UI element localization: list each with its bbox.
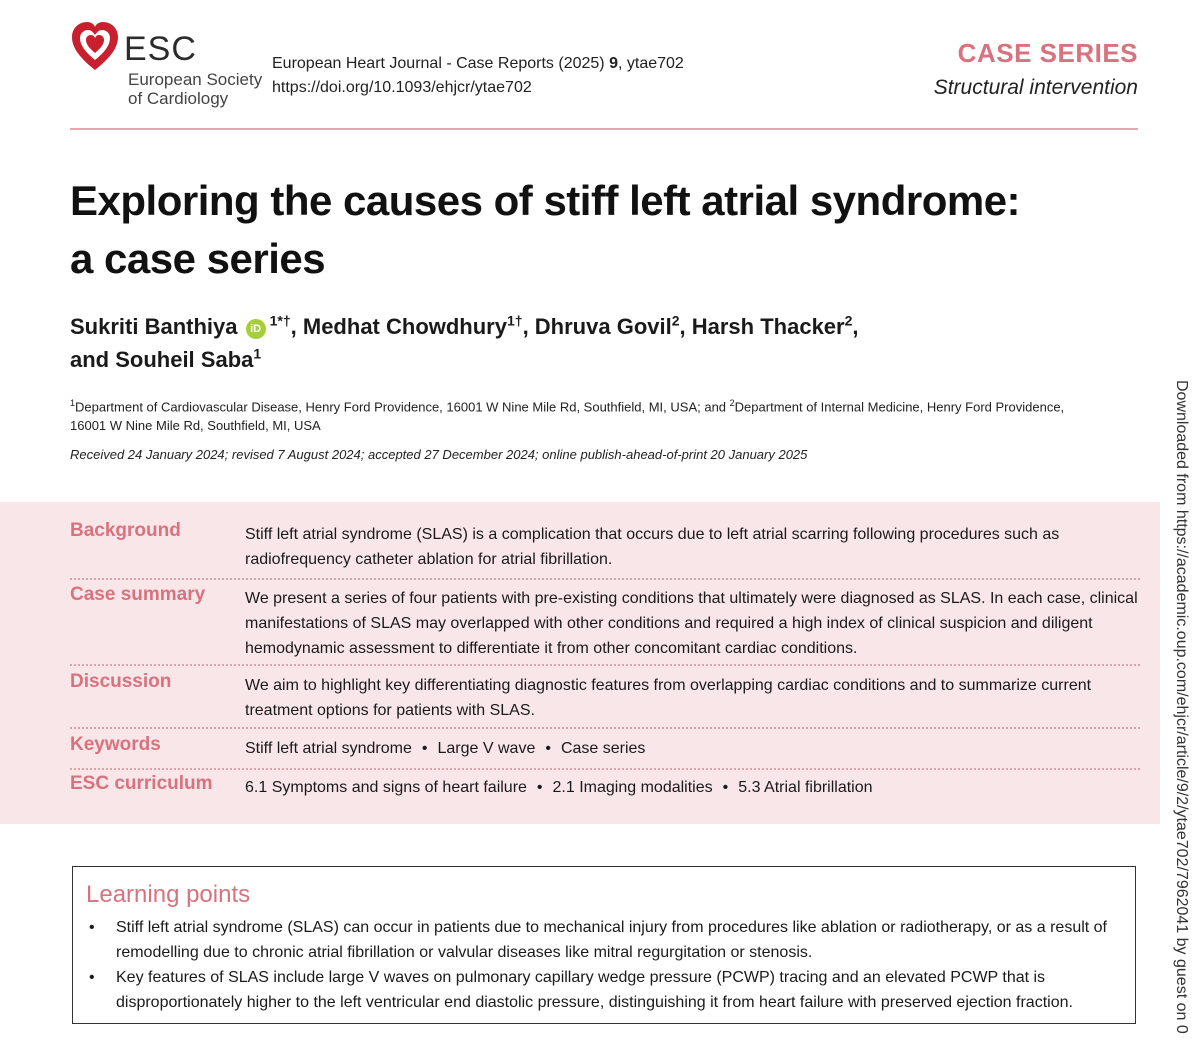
author-name[interactable]: Dhruva Govil — [534, 314, 672, 339]
curriculum-item: 6.1 Symptoms and signs of heart failure — [245, 779, 527, 796]
learning-points-list — [86, 915, 1126, 1015]
author-affiliation-marker: 1† — [506, 312, 523, 329]
abstract-background — [70, 520, 1140, 580]
author-affiliation-marker: 1 — [253, 345, 262, 362]
journal-volume: 9 — [609, 55, 618, 72]
bullet-separator: • — [545, 740, 551, 757]
abstract-case-summary — [70, 584, 1140, 666]
title-line2: a case series — [70, 235, 326, 282]
learning-point-text: Stiff left atrial syndrome (SLAS) can occur in patients due to mechanical injury from procedures like ablation or radiotherapy, or as a result of remodelling due to chronic atrial fibrillation or valvular diseases like mitral regurgitation or stenosis. — [116, 919, 1107, 961]
bullet-separator: • — [421, 740, 428, 757]
curriculum-list — [245, 775, 1140, 800]
author-name[interactable]: and Souheil Saba — [70, 347, 254, 372]
author-affiliation-marker: 2 — [844, 312, 853, 329]
download-watermark — [1164, 380, 1194, 1060]
logo-abbreviation: ESC — [124, 30, 197, 68]
abstract-label: Keywords — [70, 734, 161, 755]
article-type-label: CASE SERIES — [957, 38, 1138, 68]
learning-points-title: Learning points — [86, 881, 251, 908]
structured-abstract — [0, 502, 1160, 824]
author-separator: , — [852, 314, 859, 339]
author-name[interactable]: Medhat Chowdhury — [302, 314, 507, 339]
abstract-text: We present a series of four patients with pre-existing conditions that ultimately were diagnosed as SLAS. In each case, clinical manifestations of SLAS may overlapped with other conditions and required a high index of clinical suspicion and diligent hemodynamic assessment to differentiate it from other concomitant cardiac conditions. — [245, 590, 1138, 657]
article-subject: Structural intervention — [933, 76, 1138, 99]
publication-dates: Received 24 January 2024; revised 7 August 2024; accepted 27 December 2024; online publish-ahead-of-print 20 January 2025 — [70, 447, 808, 462]
abstract-text: Stiff left atrial syndrome (SLAS) is a complication that occurs due to left atrial scarring following procedures such as radiofrequency catheter ablation for atrial fibrillation. — [245, 526, 1060, 568]
keyword: Case series — [560, 740, 646, 757]
abstract-esc-curriculum — [70, 773, 1140, 807]
affiliation-marker: 2 — [729, 398, 735, 408]
orcid-icon[interactable]: iD — [246, 319, 266, 339]
author-separator: , — [522, 314, 535, 339]
author-separator: , — [290, 314, 303, 339]
author-affiliation-marker: 2 — [671, 312, 680, 329]
title-line1: Exploring the causes of stiff left atrial syndrome: — [70, 177, 1021, 224]
journal-line — [272, 52, 684, 76]
bullet-separator: • — [536, 779, 543, 796]
abstract-keywords — [70, 734, 1140, 770]
bullet-icon: • — [89, 919, 95, 936]
author-line2 — [70, 343, 1150, 376]
affiliation-marker: 1 — [70, 398, 76, 408]
affiliation-text: Department of Internal Medicine, Henry Ford Providence, 16001 W Nine Mile Rd, Southfield, MI, USA — [70, 399, 1065, 434]
affiliations — [70, 394, 1090, 435]
author-list — [70, 310, 1150, 376]
journal-name: European Heart Journal - Case Reports (2025) — [272, 55, 605, 72]
author-separator: , — [679, 314, 692, 339]
learning-point-text: Key features of SLAS include large V waves on pulmonary capillary wedge pressure (PCWP) tracing and an elevated PCWP that is disproportionately higher to the left ventricular end diastolic pressure, distinguishing it from heart failure with preserved ejection fraction. — [116, 969, 1073, 1011]
heart-logo-icon — [70, 20, 120, 74]
abstract-label: Discussion — [70, 671, 172, 692]
watermark-text: Downloaded from https://academic.oup.com/ehjcr/article/9/2/ytae702/7962041 by guest on 0 — [1173, 380, 1190, 1034]
bullet-separator: • — [722, 779, 729, 796]
logo-name-line1: European Society — [128, 70, 263, 89]
header-divider — [70, 128, 1138, 130]
keyword: Large V wave — [437, 740, 536, 757]
logo-society-name — [128, 70, 262, 108]
learning-points-box — [72, 866, 1136, 1024]
abstract-discussion — [70, 671, 1140, 729]
keyword-list — [245, 736, 1140, 761]
abstract-text: We aim to highlight key differentiating diagnostic features from overlapping cardiac conditions and to summarize current treatment options for patients with SLAS. — [245, 677, 1092, 719]
abstract-label: Background — [70, 520, 181, 541]
list-item — [86, 965, 1126, 1015]
curriculum-item: 5.3 Atrial fibrillation — [738, 779, 873, 796]
affiliation-text: Department of Cardiovascular Disease, Henry Ford Providence, 16001 W Nine Mile Rd, Southfield, MI, USA; and — [75, 399, 730, 415]
abstract-label: ESC curriculum — [70, 773, 213, 794]
keyword: Stiff left atrial syndrome — [245, 740, 412, 757]
curriculum-item: 2.1 Imaging modalities — [552, 779, 713, 796]
list-item — [86, 915, 1126, 965]
abstract-label: Case summary — [70, 584, 206, 605]
doi-link[interactable]: https://doi.org/10.1093/ehjcr/ytae702 — [272, 79, 532, 96]
journal-citation — [272, 52, 684, 100]
esc-logo — [70, 20, 270, 112]
author-affiliation-marker: 1*† — [269, 312, 291, 329]
logo-name-line2: of Cardiology — [128, 89, 229, 108]
page-title — [70, 172, 1150, 288]
author-name[interactable]: Sukriti Banthiya — [70, 314, 238, 339]
journal-article-id: , ytae702 — [617, 55, 684, 72]
bullet-icon: • — [89, 969, 95, 986]
author-name[interactable]: Harsh Thacker — [691, 314, 845, 339]
author-line1 — [70, 310, 1150, 343]
